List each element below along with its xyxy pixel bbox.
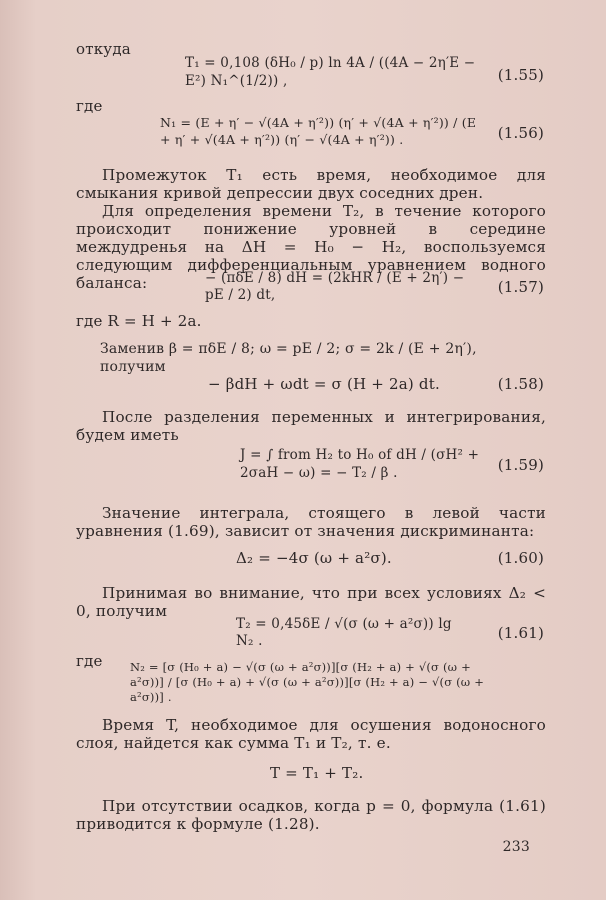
equation-1-59 (240, 446, 480, 490)
equation-number-1-58: (1.58) (497, 375, 544, 393)
paragraph-5 (76, 584, 546, 620)
paragraph-4 (76, 504, 546, 540)
label-gde-1: где (76, 97, 103, 115)
equation-number-1-61: (1.61) (497, 624, 544, 642)
paragraph-7-text: При отсутствии осадков, когда p = 0, формула (1.61) приводится к формуле (1.28). (76, 797, 546, 833)
paragraph-3-text: После разделения переменных и интегрирования, будем иметь (76, 408, 546, 444)
equation-number-1-59: (1.59) (497, 456, 544, 474)
equation-1-60: Δ₂ = −4σ (ω + a²σ). (236, 549, 392, 567)
paragraph-4-text: Значение интеграла, стоящего в левой части уравнения (1.69), зависит от значения дискриминанта: (76, 504, 546, 540)
line-where-R: где R = H + 2a. (76, 312, 202, 330)
eq-1-55-text: T₁ = 0,108 (δH₀ / p) ln 4A / ((4A − 2η′E − E²) N₁^(1/2)) , (185, 55, 476, 89)
equation-number-1-60: (1.60) (497, 549, 544, 567)
label-otkuda: откуда (76, 40, 131, 58)
equation-number-1-57: (1.57) (497, 278, 544, 296)
equation-N2 (130, 660, 490, 708)
paragraph-3 (76, 408, 546, 444)
paragraph-5-text: Принимая во внимание, что при всех условиях Δ₂ < 0, получим (76, 584, 546, 620)
eq-1-59-text: J = ∫ from H₂ to H₀ of dH / (σH² + 2σaH − ω) = − T₂ / β . (240, 447, 480, 481)
equation-1-57 (205, 270, 475, 306)
paragraph-7 (76, 797, 546, 833)
page-number: 233 (502, 839, 530, 855)
eq-1-56-text: N₁ = (E + η′ − √(4A + η′²)) (η′ + √(4A + η′²)) / (E + η′ + √(4A + η′²)) (η′ − √(4A + η′²)) . (160, 115, 477, 147)
eq-1-57-text: − (πδE / 8) dH = (2kHR / (E + 2η′) − pE / 2) dt, (205, 270, 465, 303)
line-zameniv: Заменив β = πδE / 8; ω = pE / 2; σ = 2k / (E + 2η′), получим (100, 341, 477, 375)
eq-N2-text: N₂ = [σ (H₀ + a) − √(σ (ω + a²σ))][σ (H₂ + a) + √(σ (ω + a²σ))] / [σ (H₀ + a) + √(σ (ω + a²σ))][σ (H₂ + a) − √(σ (ω + a²σ))] . (130, 660, 485, 704)
equation-number-1-55: (1.55) (497, 66, 544, 84)
equation-number-1-56: (1.56) (497, 124, 544, 142)
equation-1-61 (236, 616, 456, 652)
paragraph-1-text: Промежуток T₁ есть время, необходимое для смыкания кривой депрессии двух соседних дрен. (76, 166, 546, 202)
equation-T-sum: T = T₁ + T₂. (270, 764, 364, 782)
equation-1-58: − βdH + ωdt = σ (H + 2a) dt. (208, 375, 440, 393)
eq-1-61-text: T₂ = 0,45δE / √(σ (ω + a²σ)) lg N₂ . (236, 616, 452, 649)
paragraph-6-text: Время T, необходимое для осушения водоносного слоя, найдется как сумма T₁ и T₂, т. е. (76, 716, 546, 752)
paragraph-6 (76, 716, 546, 752)
label-gde-2: где (76, 652, 103, 670)
paragraph-1 (76, 166, 546, 202)
equation-1-55 (185, 54, 485, 94)
paragraph-2-text: Для определения времени T₂, в течение которого происходит понижение уровней в середине междудренья на ΔH = H₀ − H₂, воспользуемся следующим дифференциальным уравнением водного баланса: (76, 202, 546, 292)
equation-1-56 (160, 114, 480, 154)
